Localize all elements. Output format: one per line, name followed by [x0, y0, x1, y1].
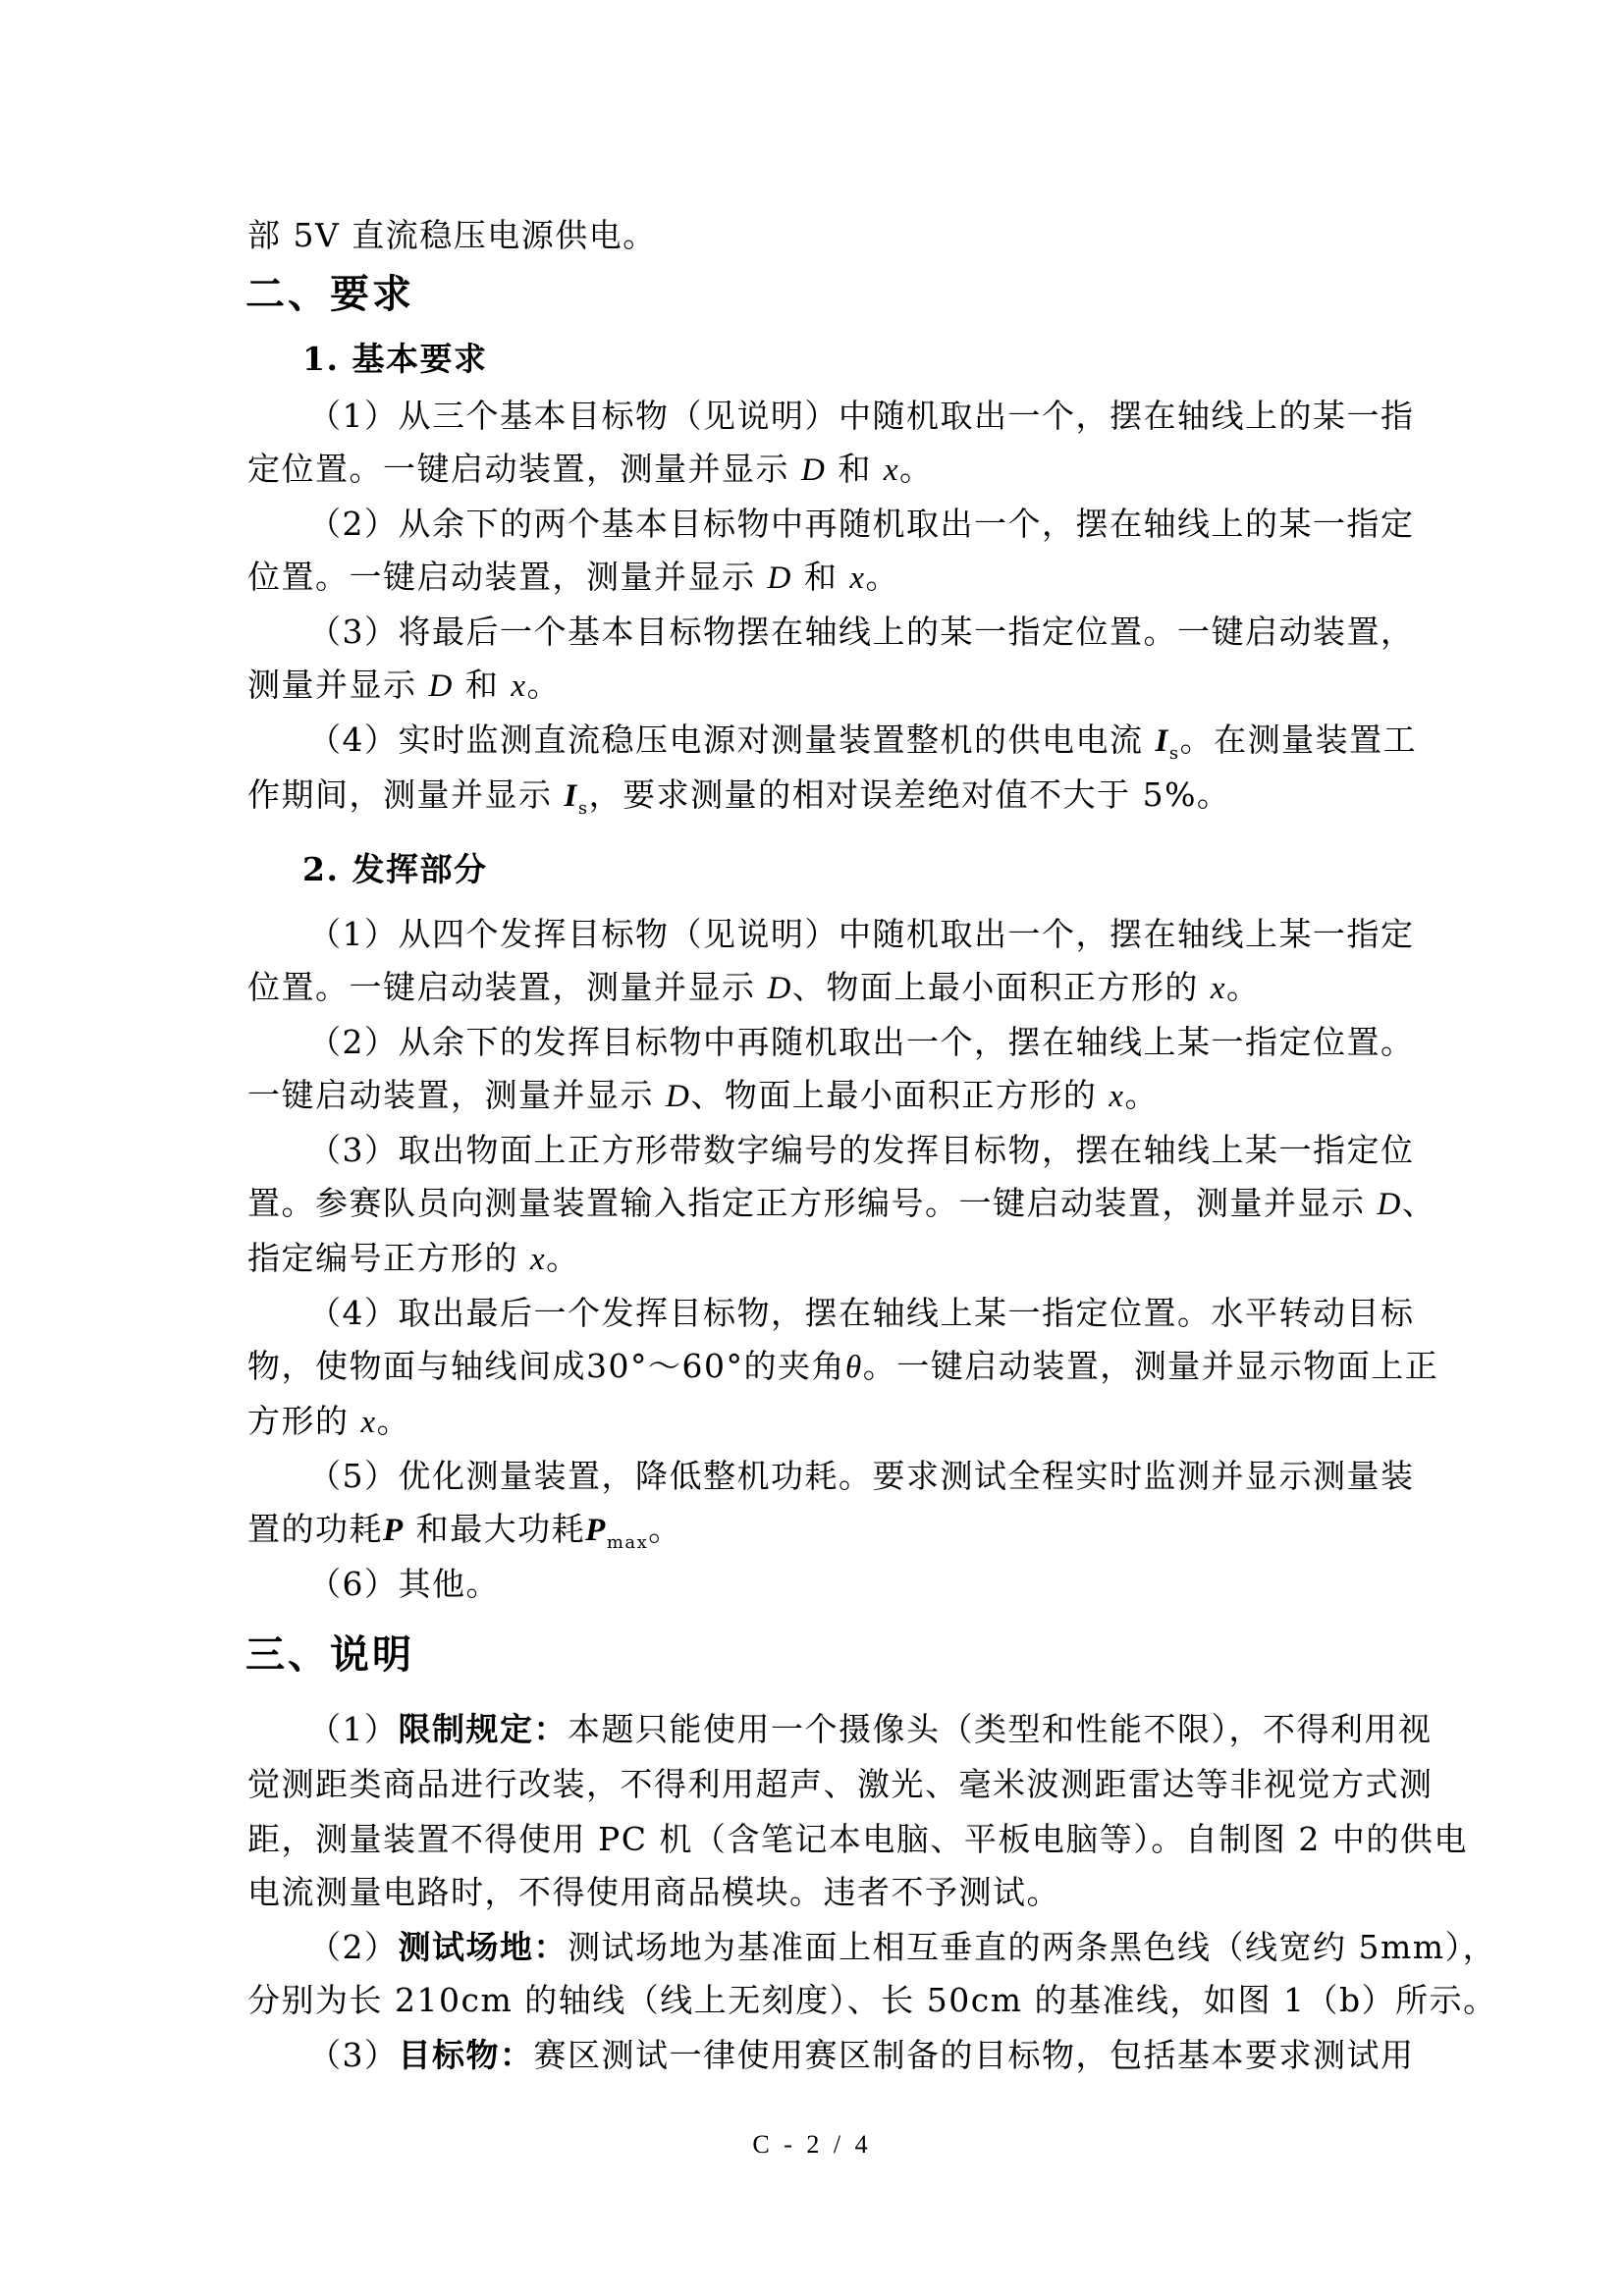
paragraph-line: （4）取出最后一个发挥目标物，摆在轴线上某一指定位置。水平转动目标 [308, 1294, 1415, 1332]
math-variable: D [428, 668, 454, 704]
text-span: 作期间，测量并显示 [247, 775, 565, 814]
text-span: 。 [526, 666, 561, 704]
text-span: 和 [826, 450, 884, 488]
math-variable: D [767, 971, 792, 1006]
text-span: 指定编号正方形的 [247, 1239, 530, 1277]
paragraph-line: （1）从四个发挥目标物（见说明）中随机取出一个，摆在轴线上某一指定 [308, 915, 1415, 953]
math-subscript: s [577, 798, 589, 819]
text-span: 。在测量装置工 [1179, 721, 1418, 759]
text-span: 和 [791, 558, 850, 596]
paragraph-line: （3）取出物面上正方形带数字编号的发挥目标物，摆在轴线上某一指定位 [308, 1131, 1415, 1169]
paragraph-line: （3）将最后一个基本目标物摆在轴线上的某一指定位置。一键启动装置， [308, 613, 1415, 651]
text-span: 。 [898, 450, 934, 488]
text-span: （3） [308, 2036, 399, 2074]
text-span: 方形的 [247, 1402, 361, 1440]
text-span: 赛区测试一律使用赛区制备的目标物，包括基本要求测试用 [533, 2036, 1415, 2074]
text-span: 。一键启动装置，测量并显示物面上正 [862, 1347, 1439, 1385]
paragraph-line [308, 719, 1417, 775]
page-number-footer: C - 2 / 4 [752, 2130, 872, 2159]
math-variable: θ [844, 1350, 863, 1385]
paragraph-line [247, 1345, 1438, 1389]
section-heading-notes: 三、说明 [245, 1631, 414, 1678]
text-span: 本题只能使用一个摄像头（类型和性能不限），不得利用视 [568, 1710, 1433, 1748]
math-variable: D [767, 561, 792, 596]
text-span: （4）实时监测直流稳压电源对测量装置整机的供电电流 [308, 721, 1156, 759]
math-variable: x [511, 668, 527, 704]
paragraph-line: （2）从余下的发挥目标物中再随机取出一个，摆在轴线上某一指定位置。 [308, 1023, 1415, 1061]
paragraph-line: 觉测距类商品进行改装，不得利用超声、激光、毫米波测距雷达等非视觉方式测 [247, 1765, 1434, 1803]
math-subscript: s [1168, 743, 1180, 764]
paragraph-line: （1）从三个基本目标物（见说明）中随机取出一个，摆在轴线上的某一指 [308, 397, 1415, 435]
text-span: 物，使物面与轴线间成30°～60°的夹角 [247, 1347, 845, 1385]
bold-term: 限制规定： [398, 1710, 568, 1748]
text-span: 和 [453, 666, 512, 704]
math-subscript: max [606, 1532, 649, 1553]
text-span: 置。参赛队员向测量装置输入指定正方形编号。一键启动装置，测量并显示 [247, 1184, 1378, 1222]
text-span: 、物面上最小面积正方形的 [791, 968, 1211, 1006]
paragraph-line [308, 2034, 1415, 2077]
subsection-heading-advanced: 2. 发挥部分 [302, 850, 488, 888]
math-variable: x [1210, 971, 1226, 1006]
math-variable: D [666, 1079, 691, 1114]
paragraph-line: （5）优化测量装置，降低整机功耗。要求测试全程实时监测并显示测量装 [308, 1457, 1415, 1495]
paragraph-line: 分别为长 210cm 的轴线（线上无刻度）、长 50cm 的基准线，如图 1（b）所示。 [247, 1981, 1497, 2019]
text-span: ，要求测量的相对误差绝对值不大于 5%。 [588, 775, 1231, 814]
paragraph-line [247, 1074, 1159, 1118]
math-variable: P [383, 1513, 405, 1548]
text-span: 一键启动装置，测量并显示 [247, 1076, 666, 1114]
paragraph-line: 电流测量电路时，不得使用商品模块。违者不予测试。 [247, 1873, 1060, 1911]
section-heading-requirements: 二、要求 [245, 271, 414, 317]
paragraph-line [308, 1708, 1433, 1751]
paragraph-line [247, 556, 899, 600]
paragraph-line: （2）从余下的两个基本目标物中再随机取出一个，摆在轴线上的某一指定 [308, 505, 1415, 543]
paragraph-line [247, 1182, 1435, 1226]
paragraph-line [308, 1926, 1496, 1969]
math-variable: x [360, 1405, 377, 1440]
paragraph-line [247, 774, 1230, 830]
text-span: （1） [308, 1710, 399, 1748]
text-span: 位置。一键启动装置，测量并显示 [247, 968, 768, 1006]
paragraph-line [247, 1237, 580, 1281]
math-variable: I [1155, 723, 1169, 759]
text-span: 和最大功耗 [404, 1510, 586, 1548]
paragraph-line [247, 1508, 682, 1565]
text-span: 测量并显示 [247, 666, 429, 704]
math-variable: D [801, 453, 827, 488]
text-span: 、 [1401, 1184, 1436, 1222]
text-span: 。 [546, 1239, 580, 1277]
text-span: （2） [308, 1928, 399, 1966]
math-variable: P [585, 1513, 607, 1548]
math-variable: x [883, 453, 899, 488]
math-variable: x [849, 561, 866, 596]
text-span: 。 [648, 1510, 682, 1548]
text-span: 置的功耗 [247, 1510, 383, 1548]
paragraph-line: 部 5V 直流稳压电源供电。 [247, 216, 657, 254]
bold-term: 目标物： [398, 2036, 534, 2074]
paragraph-line [247, 448, 933, 492]
math-variable: I [564, 778, 578, 814]
text-span: 定位置。一键启动装置，测量并显示 [247, 450, 801, 488]
paragraph-line [247, 1400, 410, 1444]
bold-term: 测试场地： [398, 1928, 568, 1966]
text-span: 。 [1124, 1076, 1159, 1114]
text-span: 测试场地为基准面上相互垂直的两条黑色线（线宽约 5mm）， [568, 1928, 1497, 1966]
paragraph-line: 距，测量装置不得使用 PC 机（含笔记本电脑、平板电脑等）。自制图 2 中的供电 [247, 1820, 1468, 1858]
text-span: 位置。一键启动装置，测量并显示 [247, 558, 768, 596]
paragraph-line [247, 966, 1261, 1010]
math-variable: x [530, 1242, 547, 1277]
math-variable: D [1377, 1187, 1402, 1222]
text-span: 。 [376, 1402, 411, 1440]
math-variable: x [1109, 1079, 1125, 1114]
text-span: 、物面上最小面积正方形的 [690, 1076, 1110, 1114]
paragraph-line [247, 664, 561, 708]
paragraph-line: （6）其他。 [308, 1565, 500, 1603]
text-span: 。 [1226, 968, 1261, 1006]
text-span: 。 [865, 558, 899, 596]
subsection-heading-basic: 1. 基本要求 [302, 340, 488, 378]
